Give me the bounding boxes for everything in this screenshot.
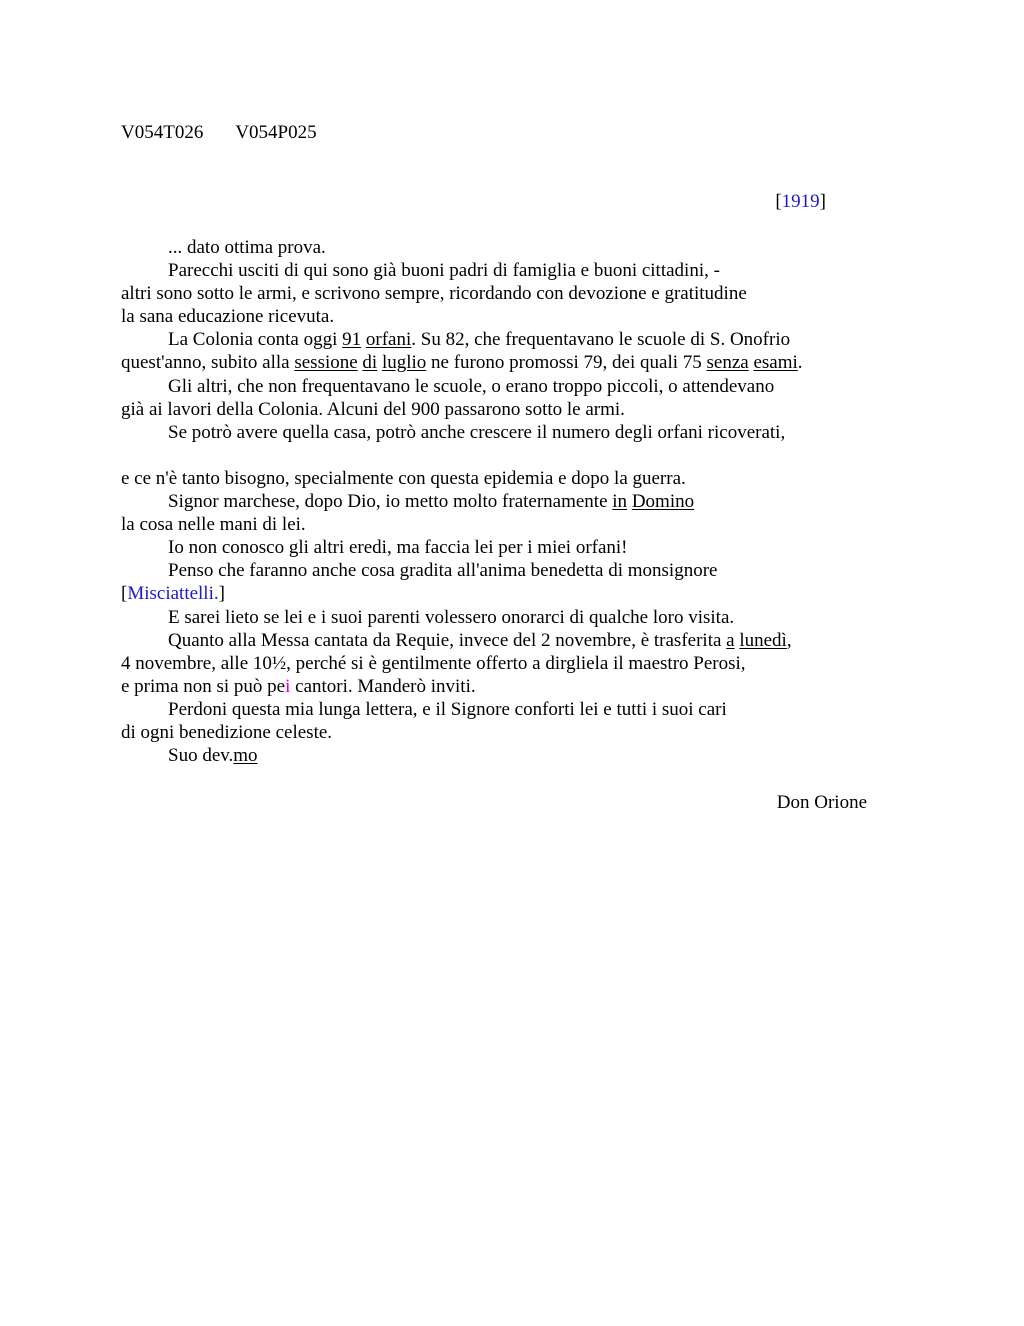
text-run: ne furono promossi 79, dei quali 75 xyxy=(426,352,707,374)
text-line xyxy=(121,675,881,698)
underlined-word: di xyxy=(362,352,378,374)
document-ids xyxy=(121,121,317,144)
date-bracket-open: [ xyxy=(775,191,782,212)
text-line: ... dato ottima prova. xyxy=(168,237,326,258)
underlined-word: luglio xyxy=(381,352,427,374)
text-run: cantori. Manderò inviti. xyxy=(290,675,476,697)
text-line: già ai lavori della Colonia. Alcuni del 900 passarono sotto le armi. xyxy=(121,398,625,420)
text-line: Io non conosco gli altri eredi, ma faccia lei per i miei orfani! xyxy=(168,537,628,559)
underlined-word: mo xyxy=(233,745,258,767)
text-id: V054T026 xyxy=(121,122,204,143)
text-line: la cosa nelle mani di lei. xyxy=(121,514,306,536)
text-line: Se potrò avere quella casa, potrò anche crescere il numero degli orfani ricoverati, xyxy=(168,421,786,443)
text-run: Quanto alla Messa cantata da Requie, invece del 2 novembre, è trasferita xyxy=(168,629,727,651)
text-line: 4 novembre, alle 10½, perché si è gentilmente offerto a dirgliela il maestro Perosi, xyxy=(121,652,746,674)
text-line xyxy=(121,582,881,605)
text-line: e ce n'è tanto bisogno, specialmente con questa epidemia e dopo la guerra. xyxy=(121,467,686,489)
text-line: di ogni benedizione celeste. xyxy=(121,721,333,743)
text-line: la sana educazione ricevuta. xyxy=(121,306,335,328)
underlined-word: Domino xyxy=(631,491,695,513)
text-line xyxy=(121,744,881,767)
text-run: . xyxy=(797,352,803,374)
underlined-word: 91 xyxy=(342,329,362,351)
signature: Don Orione xyxy=(776,792,867,813)
text-run: [ xyxy=(121,583,128,605)
text-run: Signor marchese, dopo Dio, io metto molto fraternamente xyxy=(168,491,613,513)
text-line xyxy=(121,328,881,351)
text-line: E sarei lieto se lei e i suoi parenti volessero onorarci di qualche loro visita. xyxy=(168,606,735,628)
date-bracket-close: ] xyxy=(819,191,826,212)
page-id: V054P025 xyxy=(235,122,317,143)
underlined-word: lunedì xyxy=(739,629,787,651)
editorial-insertion: i xyxy=(285,675,291,697)
letter-body xyxy=(121,236,881,767)
underlined-word: esami xyxy=(753,352,798,374)
text-run: Suo dev. xyxy=(168,745,234,767)
text-line: Penso che faranno anche cosa gradita all'anima benedetta di monsignore xyxy=(168,560,718,582)
underlined-word: senza xyxy=(706,352,749,374)
name-link[interactable]: Misciattelli. xyxy=(127,583,219,605)
underlined-word: in xyxy=(612,491,628,513)
underlined-word: sessione xyxy=(294,352,358,374)
text-run: La Colonia conta oggi xyxy=(168,329,343,351)
text-line xyxy=(121,629,881,652)
text-line xyxy=(121,351,881,374)
text-line: Perdoni questa mia lunga lettera, e il Signore conforti lei e tutti i suoi cari xyxy=(168,698,727,720)
text-run: quest'anno, subito alla xyxy=(121,352,295,374)
text-run: e prima non si può pe xyxy=(121,675,286,697)
underlined-word: a xyxy=(726,629,735,651)
text-run: ] xyxy=(218,583,225,605)
date-year-link[interactable]: 1919 xyxy=(781,191,820,212)
text-line: Parecchi usciti di qui sono già buoni padri di famiglia e buoni cittadini, - xyxy=(168,260,720,282)
text-line xyxy=(121,490,881,513)
underlined-word: orfani xyxy=(365,329,412,351)
letter-date xyxy=(760,190,826,213)
blank-line xyxy=(121,444,881,467)
text-run: , xyxy=(786,629,792,651)
text-line: altri sono sotto le armi, e scrivono sempre, ricordando con devozione e gratitudine xyxy=(121,283,747,305)
text-line: Gli altri, che non frequentavano le scuole, o erano troppo piccoli, o attendevano xyxy=(168,375,775,397)
text-run: . Su 82, che frequentavano le scuole di S. Onofrio xyxy=(411,329,791,351)
